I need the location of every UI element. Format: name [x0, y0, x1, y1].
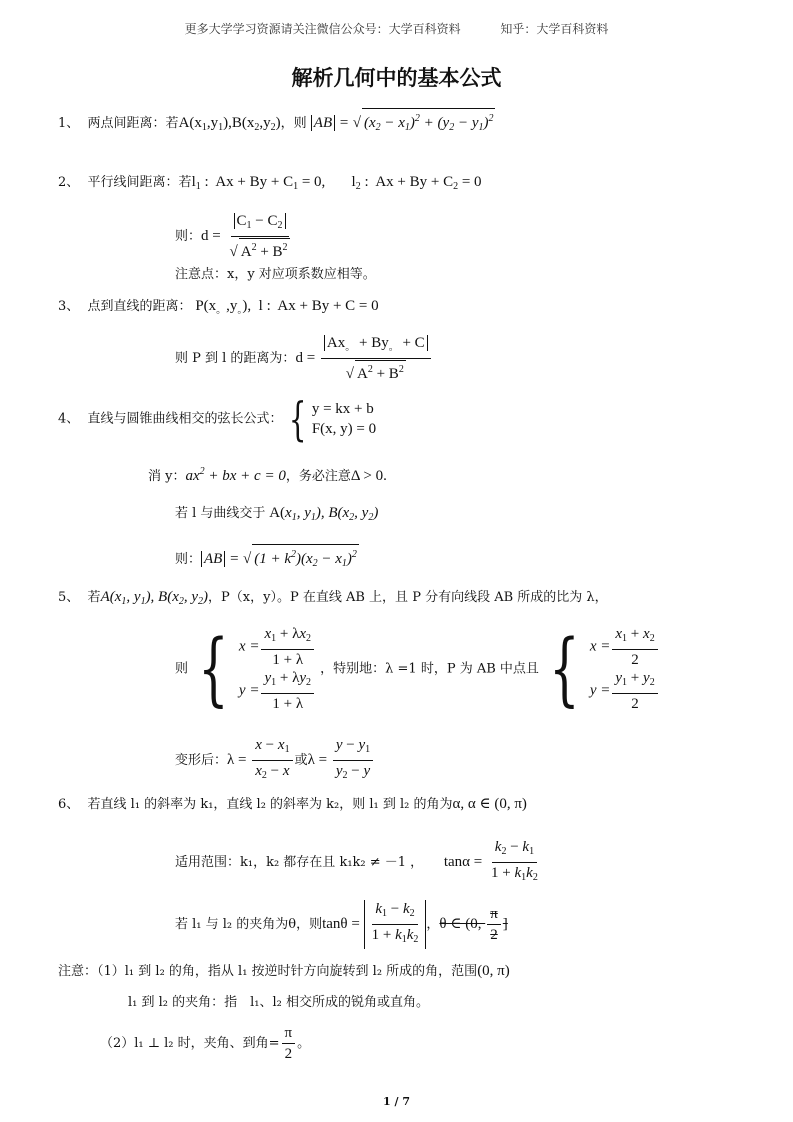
- formula-parallel-lines: $l_1$ : $Ax + By + C_1 = 0$, $l_2$ : $Ax + By + C_2 = 0$: [191, 174, 482, 192]
- header-right: 知乎：大学百科资料: [500, 22, 609, 36]
- formula-chord-length: AB = √ $(1 + k^2)(x_2 - x_1)^2$: [201, 551, 359, 567]
- formula-point-line-distance: $\frac{Ax_。 + By_。 + C}{√ A^2 + B^2}$: [321, 334, 431, 383]
- formula-points: $A(x_1,y_1),B(x_2,y_2)$: [178, 115, 281, 133]
- section-4-cond: 若 l 与曲线交于 $A(x_1$, $y_1$), $B(x_2$, $y_2$): [175, 505, 379, 523]
- section-6-angle: 若 l₁ 与 l₂ 的夹角为θ，则tanθ = $\frac{k_1 - k_2}{1 + k_1k_2}$ ，θ ∈ (0, $\frac{\pi}{2}$ ]: [175, 900, 508, 949]
- section-5-ratio: 则 { x = $\frac{x_1 + \lambda x_2}{1 + \lambda}$ y = $\frac{y_1 + \lambda y_2}{1 + \lambda}$ ，特别地：λ =1 时，P 为 AB 中点且 { x = $\frac{x_1 + x_2}{2}$ y = $\frac{y_1 + y_2}{2}$: [175, 625, 660, 715]
- section-5: 5、 若$A(x_1$, $y_1$), $B(x_2$, $y_2$)，P（x，y）。P 在直线 AB 上，且 P 分有向线段 AB 所成的比为 λ，: [58, 589, 608, 607]
- section-6-range: 适用范围：k₁，k₂ 都存在且 k₁k₂ ≠ －1 ， tanα = $\frac{k_2 - k_1}{1 + k_1k_2}$: [175, 839, 538, 883]
- formula-parallel-distance: $\frac{C_1 - C_2}{√ A^2 + B^2}$: [229, 213, 288, 260]
- page-number: 1 / 7: [383, 1095, 410, 1108]
- section-2-note: 注意点：x，y 对应项系数应相等。: [175, 267, 376, 282]
- header-left: 更多大学学习资源请关注微信公众号：大学百科资料: [184, 22, 461, 36]
- note-3: （2）l₁ ⊥ l₂ 时，夹角、到角= $\frac{\pi}{2}$ 。: [100, 1025, 311, 1062]
- section-1: 1、 两点间距离：若$A(x_1,y_1),B(x_2,y_2)$，则 AB = √ $(x_2 - x_1)^2 + (y_2 - y_1)^2$: [58, 108, 495, 138]
- formula-quadratic: $ax^2$ + bx + c = 0: [185, 466, 286, 484]
- page-header: [0, 20, 793, 37]
- section-6: 6、 若直线 l₁ 的斜率为 k₁，直线 l₂ 的斜率为 k₂，则 l₁ 到 l₂ 的角为α, α ∈ (0, π): [58, 796, 527, 812]
- formula-system: y = kx + b F(x, y) = 0: [311, 401, 377, 437]
- section-5-deform: 变形后：λ = $\frac{x - x_1}{x_2 - x}$ 或λ = $\frac{y - y_1}{y_2 - y}$: [175, 736, 375, 785]
- formula-point-line: $P(x_。,y_。)$, l : Ax + By + C = 0: [191, 298, 379, 316]
- section-4: 4、 直线与圆锥曲线相交的弦长公式： { y = kx + b F(x, y) = 0: [58, 392, 377, 446]
- section-2-formula: 则：d = $\frac{C_1 - C_2}{√ A^2 + B^2}$: [175, 212, 295, 261]
- section-3-formula: 则 P 到 l 的距离为：d = $\frac{Ax_。 + By_。 + C}{√ A^2 + B^2}$: [175, 334, 433, 383]
- section-4-elim: 消 y：$ax^2$ + bx + c = 0，务必注意Δ > 0.: [148, 466, 387, 484]
- section-4-chord: 则： AB = √ $(1 + k^2)(x_2 - x_1)^2$: [175, 544, 359, 574]
- section-2: 2、 平行线间距离：若$l_1$ : $Ax + By + C_1 = 0$, $l_2$ : $Ax + By + C_2 = 0$: [58, 174, 482, 192]
- formula-distance: AB = √ $(x_2 - x_1)^2 + (y_2 - y_1)^2$: [311, 115, 496, 131]
- note-1: 注意：（1）l₁ 到 l₂ 的角，指从 l₁ 按逆时针方向旋转到 l₂ 所成的角，范围(0, π): [58, 963, 510, 979]
- note-2: l₁ 到 l₂ 的夹角：指 l₁、l₂ 相交所成的锐角或直角。: [128, 995, 430, 1010]
- page-title: 解析几何中的基本公式: [291, 66, 502, 90]
- section-3: 3、 点到直线的距离： $P(x_。,y_。)$, l : Ax + By + C = 0: [58, 298, 379, 316]
